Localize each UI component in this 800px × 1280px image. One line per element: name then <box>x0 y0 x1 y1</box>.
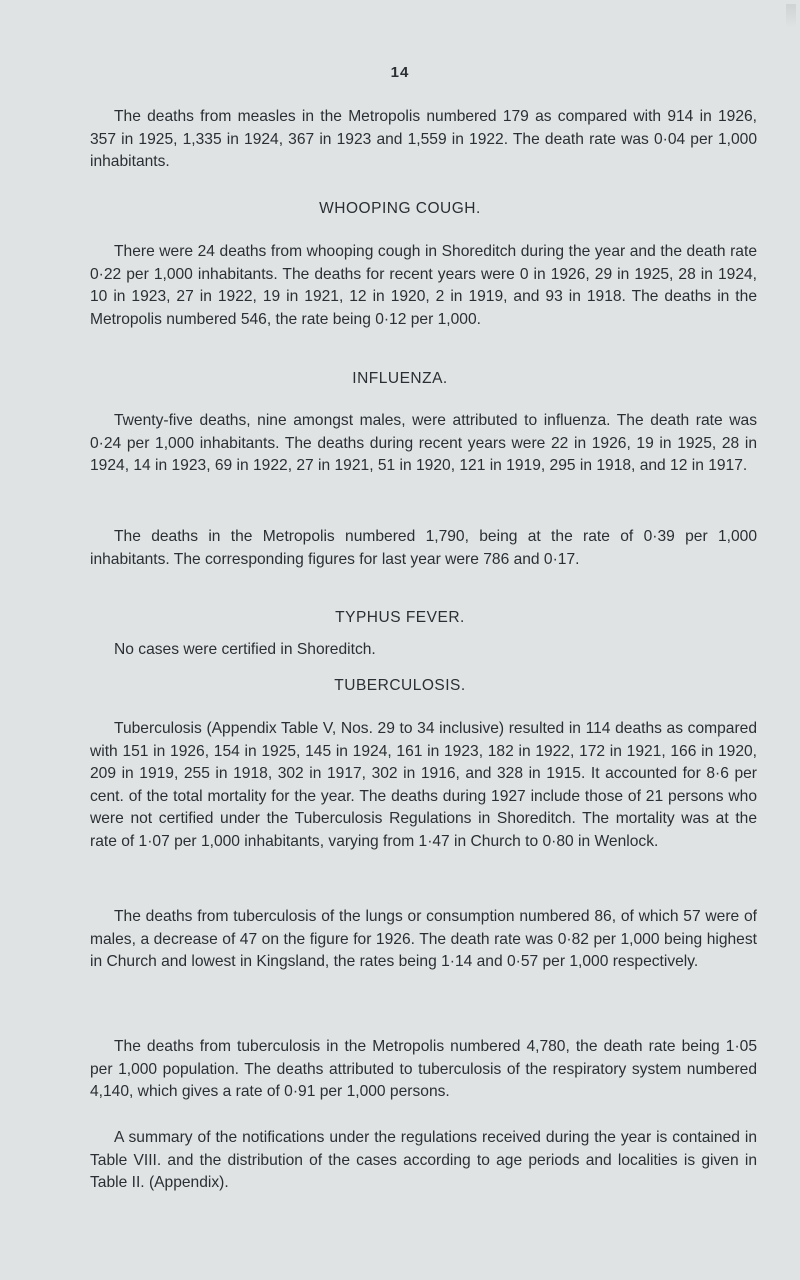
tuberculosis-paragraph-3: The deaths from tuberculosis in the Metropolis numbered 4,780, the death rate being 1·05 per 1,000 population. The deaths attributed to tuberculosis of the respiratory system numbered 4,140, which gives a rate of 0·91 per 1,000 persons. <box>90 1038 757 1101</box>
tuberculosis-paragraph-1: Tuberculosis (Appendix Table V, Nos. 29 to 34 inclusive) resulted in 114 deaths as compared with 151 in 1926, 154 in 1925, 145 in 1924, 161 in 1923, 182 in 1922, 172 in 1921, 166 in 1920, 209 in 1919, 255 in 1918, 302 in 1917, 302 in 1916, and 328 in 1915. It accounted for 8·6 per cent. of the total mortality for the year. The deaths during 1927 include those of 21 persons who were not certified under the Tuberculosis Regulations in Shoreditch. The mortality was at the rate of 1·07 per 1,000 inhabitants, varying from 1·47 in Church to 0·80 in Wenlock. <box>90 720 757 850</box>
page-number: 14 <box>390 64 410 81</box>
typhus-fever-heading: TYPHUS FEVER. <box>335 609 465 626</box>
whooping-cough-paragraph: There were 24 deaths from whooping cough in Shoreditch during the year and the death rate 0·22 per 1,000 inhabitants. The deaths for recent years were 0 in 1926, 29 in 1925, 28 in 1924, 10 in 1923, 27 in 1922, 19 in 1921, 12 in 1920, 2 in 1919, and 93 in 1918. The deaths in the Metropolis numbered 546, the rate being 0·12 per 1,000. <box>90 243 757 328</box>
measles-paragraph: The deaths from measles in the Metropolis numbered 179 as compared with 914 in 1926, 357 in 1925, 1,335 in 1924, 367 in 1923 and 1,559 in 1922. The death rate was 0·04 per 1,000 inhabitants. <box>90 108 757 171</box>
influenza-paragraph-1: Twenty-five deaths, nine amongst males, were attributed to influenza. The death rate was 0·24 per 1,000 inhabitants. The deaths during recent years were 22 in 1926, 19 in 1925, 28 in 1924, 14 in 1923, 69 in 1922, 27 in 1921, 51 in 1920, 121 in 1919, 295 in 1918, and 12 in 1917. <box>90 412 757 475</box>
page-corner-mark <box>786 4 796 28</box>
tuberculosis-heading: TUBERCULOSIS. <box>334 677 466 694</box>
tuberculosis-paragraph-4: A summary of the notifications under the regulations received during the year is contained in Table VIII. and the distribution of the cases according to age periods and localities is given in Table II. (Appendix). <box>90 1129 757 1192</box>
typhus-fever-paragraph: No cases were certified in Shoreditch. <box>114 641 376 658</box>
influenza-heading: INFLUENZA. <box>352 370 448 387</box>
whooping-cough-heading: WHOOPING COUGH. <box>319 200 481 217</box>
tuberculosis-paragraph-2: The deaths from tuberculosis of the lungs or consumption numbered 86, of which 57 were of males, a decrease of 47 on the figure for 1926. The death rate was 0·82 per 1,000 being highest in Church and lowest in Kingsland, the rates being 1·14 and 0·57 per 1,000 respectively. <box>90 908 757 971</box>
influenza-paragraph-2: The deaths in the Metropolis numbered 1,790, being at the rate of 0·39 per 1,000 inhabitants. The corresponding figures for last year were 786 and 0·17. <box>90 528 757 568</box>
